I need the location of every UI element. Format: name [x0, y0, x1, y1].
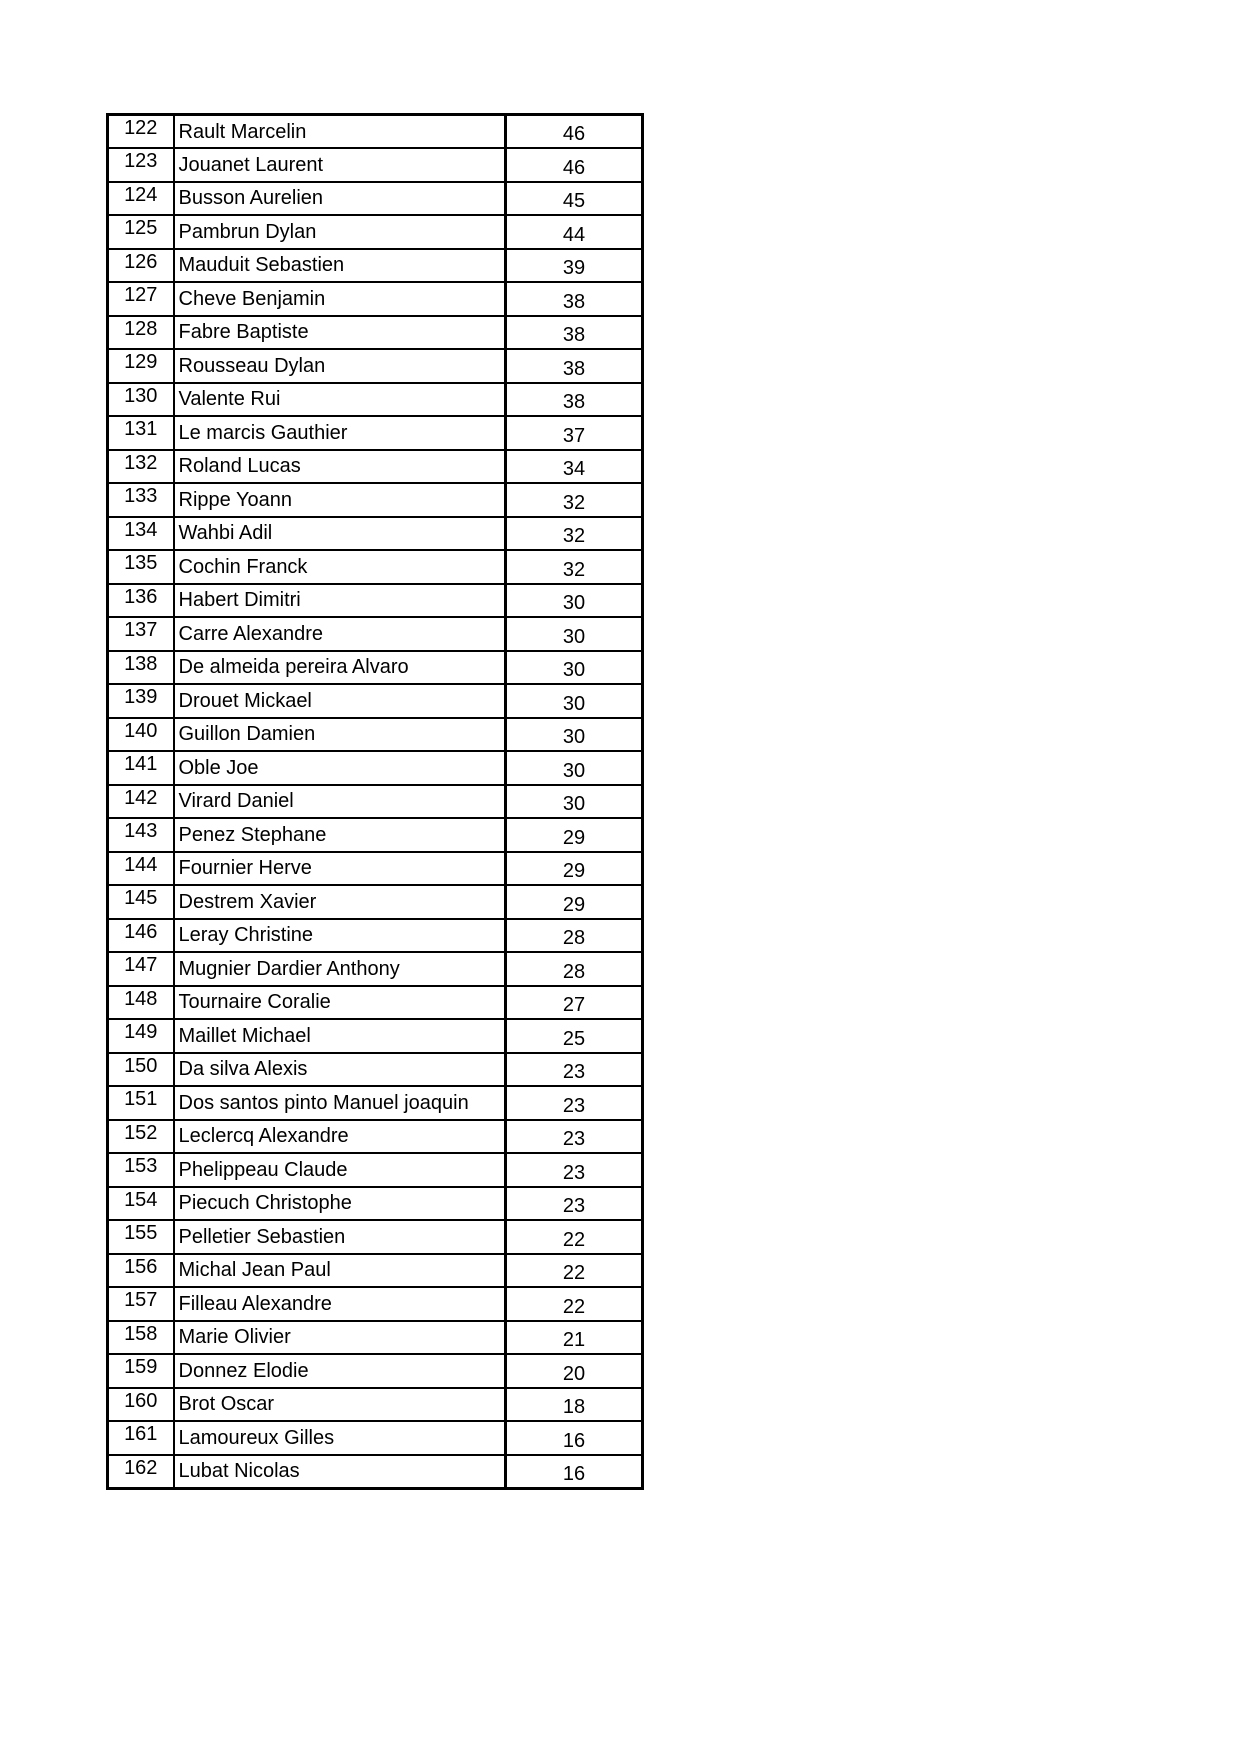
rank-cell: 132 — [108, 450, 174, 484]
name-cell: Valente Rui — [174, 383, 506, 417]
rank-cell: 156 — [108, 1254, 174, 1288]
ranking-table-body — [108, 115, 643, 1489]
name-cell: Busson Aurelien — [174, 182, 506, 216]
name-cell: Phelippeau Claude — [174, 1153, 506, 1187]
table-row — [108, 349, 643, 383]
rank-cell: 148 — [108, 986, 174, 1020]
table-row — [108, 1321, 643, 1355]
name-cell: Rault Marcelin — [174, 115, 506, 149]
table-row — [108, 785, 643, 819]
table-row — [108, 1254, 643, 1288]
points-cell: 38 — [506, 316, 643, 350]
table-row — [108, 818, 643, 852]
rank-cell: 151 — [108, 1086, 174, 1120]
table-row — [108, 1388, 643, 1422]
table-row — [108, 852, 643, 886]
points-cell: 30 — [506, 751, 643, 785]
name-cell: Da silva Alexis — [174, 1053, 506, 1087]
points-cell: 37 — [506, 416, 643, 450]
points-cell: 23 — [506, 1187, 643, 1221]
rank-cell: 160 — [108, 1388, 174, 1422]
points-cell: 25 — [506, 1019, 643, 1053]
name-cell: Virard Daniel — [174, 785, 506, 819]
rank-cell: 153 — [108, 1153, 174, 1187]
table-row — [108, 885, 643, 919]
points-cell: 30 — [506, 584, 643, 618]
rank-cell: 125 — [108, 215, 174, 249]
points-cell: 22 — [506, 1254, 643, 1288]
name-cell: Tournaire Coralie — [174, 986, 506, 1020]
table-row — [108, 1053, 643, 1087]
points-cell: 30 — [506, 651, 643, 685]
rank-cell: 152 — [108, 1120, 174, 1154]
table-row — [108, 952, 643, 986]
ranking-table — [106, 113, 644, 1490]
rank-cell: 149 — [108, 1019, 174, 1053]
name-cell: Destrem Xavier — [174, 885, 506, 919]
name-cell: Brot Oscar — [174, 1388, 506, 1422]
rank-cell: 143 — [108, 818, 174, 852]
name-cell: De almeida pereira Alvaro — [174, 651, 506, 685]
name-cell: Filleau Alexandre — [174, 1287, 506, 1321]
points-cell: 29 — [506, 818, 643, 852]
table-row — [108, 919, 643, 953]
rank-cell: 135 — [108, 550, 174, 584]
table-row — [108, 316, 643, 350]
rank-cell: 137 — [108, 617, 174, 651]
points-cell: 46 — [506, 115, 643, 149]
name-cell: Mauduit Sebastien — [174, 249, 506, 283]
points-cell: 38 — [506, 349, 643, 383]
table-row — [108, 550, 643, 584]
rank-cell: 127 — [108, 282, 174, 316]
table-row — [108, 215, 643, 249]
table-row — [108, 1220, 643, 1254]
table-row — [108, 1153, 643, 1187]
points-cell: 30 — [506, 785, 643, 819]
table-row — [108, 1354, 643, 1388]
points-cell: 29 — [506, 885, 643, 919]
points-cell: 32 — [506, 517, 643, 551]
table-row — [108, 517, 643, 551]
table-row — [108, 282, 643, 316]
points-cell: 23 — [506, 1120, 643, 1154]
points-cell: 38 — [506, 383, 643, 417]
table-row — [108, 148, 643, 182]
points-cell: 22 — [506, 1220, 643, 1254]
rank-cell: 138 — [108, 651, 174, 685]
rank-cell: 162 — [108, 1455, 174, 1489]
rank-cell: 123 — [108, 148, 174, 182]
table-row — [108, 584, 643, 618]
rank-cell: 144 — [108, 852, 174, 886]
rank-cell: 141 — [108, 751, 174, 785]
rank-cell: 136 — [108, 584, 174, 618]
table-row — [108, 1187, 643, 1221]
rank-cell: 129 — [108, 349, 174, 383]
rank-cell: 124 — [108, 182, 174, 216]
table-row — [108, 450, 643, 484]
name-cell: Mugnier Dardier Anthony — [174, 952, 506, 986]
points-cell: 38 — [506, 282, 643, 316]
rank-cell: 155 — [108, 1220, 174, 1254]
name-cell: Rippe Yoann — [174, 483, 506, 517]
points-cell: 23 — [506, 1086, 643, 1120]
points-cell: 32 — [506, 550, 643, 584]
table-row — [108, 1455, 643, 1489]
rank-cell: 131 — [108, 416, 174, 450]
points-cell: 16 — [506, 1455, 643, 1489]
points-cell: 23 — [506, 1153, 643, 1187]
name-cell: Piecuch Christophe — [174, 1187, 506, 1221]
points-cell: 22 — [506, 1287, 643, 1321]
name-cell: Jouanet Laurent — [174, 148, 506, 182]
name-cell: Cheve Benjamin — [174, 282, 506, 316]
rank-cell: 159 — [108, 1354, 174, 1388]
rank-cell: 126 — [108, 249, 174, 283]
rank-cell: 128 — [108, 316, 174, 350]
name-cell: Penez Stephane — [174, 818, 506, 852]
rank-cell: 147 — [108, 952, 174, 986]
table-row — [108, 115, 643, 149]
name-cell: Habert Dimitri — [174, 584, 506, 618]
name-cell: Oble Joe — [174, 751, 506, 785]
name-cell: Dos santos pinto Manuel joaquin — [174, 1086, 506, 1120]
rank-cell: 133 — [108, 483, 174, 517]
rank-cell: 150 — [108, 1053, 174, 1087]
rank-cell: 161 — [108, 1421, 174, 1455]
name-cell: Maillet Michael — [174, 1019, 506, 1053]
name-cell: Roland Lucas — [174, 450, 506, 484]
rank-cell: 134 — [108, 517, 174, 551]
name-cell: Donnez Elodie — [174, 1354, 506, 1388]
points-cell: 39 — [506, 249, 643, 283]
name-cell: Fournier Herve — [174, 852, 506, 886]
points-cell: 30 — [506, 718, 643, 752]
rank-cell: 146 — [108, 919, 174, 953]
points-cell: 29 — [506, 852, 643, 886]
table-row — [108, 617, 643, 651]
name-cell: Cochin Franck — [174, 550, 506, 584]
table-row — [108, 684, 643, 718]
table-row — [108, 182, 643, 216]
table-row — [108, 416, 643, 450]
table-row — [108, 1287, 643, 1321]
table-row — [108, 1120, 643, 1154]
name-cell: Le marcis Gauthier — [174, 416, 506, 450]
points-cell: 23 — [506, 1053, 643, 1087]
rank-cell: 145 — [108, 885, 174, 919]
rank-cell: 154 — [108, 1187, 174, 1221]
points-cell: 28 — [506, 952, 643, 986]
name-cell: Pambrun Dylan — [174, 215, 506, 249]
rank-cell: 158 — [108, 1321, 174, 1355]
name-cell: Lamoureux Gilles — [174, 1421, 506, 1455]
name-cell: Drouet Mickael — [174, 684, 506, 718]
table-row — [108, 1019, 643, 1053]
table-row — [108, 483, 643, 517]
points-cell: 30 — [506, 617, 643, 651]
rank-cell: 142 — [108, 785, 174, 819]
points-cell: 28 — [506, 919, 643, 953]
table-row — [108, 718, 643, 752]
points-cell: 32 — [506, 483, 643, 517]
name-cell: Leclercq Alexandre — [174, 1120, 506, 1154]
points-cell: 21 — [506, 1321, 643, 1355]
table-row — [108, 249, 643, 283]
table-row — [108, 383, 643, 417]
name-cell: Carre Alexandre — [174, 617, 506, 651]
rank-cell: 122 — [108, 115, 174, 149]
points-cell: 27 — [506, 986, 643, 1020]
name-cell: Guillon Damien — [174, 718, 506, 752]
name-cell: Wahbi Adil — [174, 517, 506, 551]
rank-cell: 157 — [108, 1287, 174, 1321]
points-cell: 16 — [506, 1421, 643, 1455]
name-cell: Fabre Baptiste — [174, 316, 506, 350]
table-row — [108, 1086, 643, 1120]
name-cell: Lubat Nicolas — [174, 1455, 506, 1489]
name-cell: Pelletier Sebastien — [174, 1220, 506, 1254]
name-cell: Marie Olivier — [174, 1321, 506, 1355]
table-row — [108, 986, 643, 1020]
points-cell: 44 — [506, 215, 643, 249]
table-row — [108, 751, 643, 785]
table-row — [108, 1421, 643, 1455]
points-cell: 20 — [506, 1354, 643, 1388]
points-cell: 18 — [506, 1388, 643, 1422]
points-cell: 34 — [506, 450, 643, 484]
name-cell: Leray Christine — [174, 919, 506, 953]
rank-cell: 130 — [108, 383, 174, 417]
points-cell: 45 — [506, 182, 643, 216]
table-row — [108, 651, 643, 685]
rank-cell: 139 — [108, 684, 174, 718]
name-cell: Rousseau Dylan — [174, 349, 506, 383]
name-cell: Michal Jean Paul — [174, 1254, 506, 1288]
points-cell: 30 — [506, 684, 643, 718]
rank-cell: 140 — [108, 718, 174, 752]
points-cell: 46 — [506, 148, 643, 182]
